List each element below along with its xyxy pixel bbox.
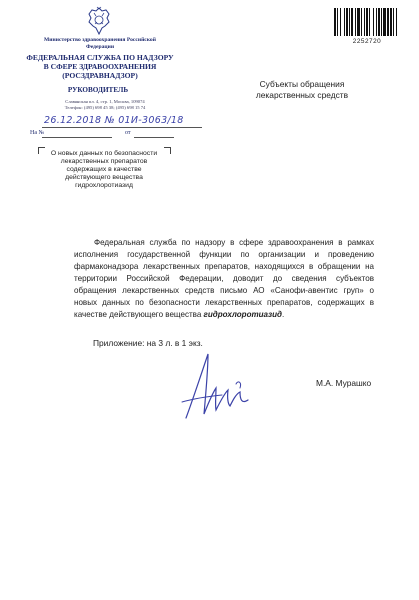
letter-body: [74, 237, 374, 321]
barcode-number: 2252720: [352, 38, 382, 45]
letter-body-end: .: [282, 310, 285, 319]
barcode-bar: [364, 8, 365, 36]
barcode-bar: [346, 8, 348, 36]
recipient-block: [252, 79, 352, 101]
ref-number-label: На №: [30, 130, 45, 136]
barcode-bar: [357, 8, 360, 36]
barcode-bar: [383, 8, 386, 36]
barcode-bar: [349, 8, 350, 36]
subject-block: [44, 150, 164, 190]
subject-line-2: лекарственных препаратов: [60, 158, 148, 165]
coat-of-arms-icon: [86, 6, 112, 36]
handwritten-date-number: 26.12.2018 № 01И-3063/18: [44, 115, 184, 126]
barcode-bar: [378, 8, 380, 36]
barcode-bar: [396, 8, 397, 36]
barcode-bar: [366, 8, 368, 36]
date-number-line: [30, 115, 200, 130]
agency-name: [22, 53, 178, 80]
barcode-bar: [361, 8, 362, 36]
barcode-bar: [393, 8, 394, 36]
signer-name: М.А. Мурашко: [316, 378, 372, 388]
date-number-rule: [42, 127, 202, 128]
barcode-bar: [337, 8, 338, 36]
barcode-bar: [381, 8, 382, 36]
barcode-bar: [334, 8, 336, 36]
reference-line: [30, 130, 200, 142]
agency-line-3: (РОСЗДРАВНАДЗОР): [62, 71, 138, 80]
subject-line-5: гидрохлоротиазид: [75, 182, 133, 189]
barcode-bar: [387, 8, 389, 36]
ref-date-label: от: [125, 130, 131, 136]
letter-body-text: Федеральная служба по надзору в сфере здравоохранения в рамках исполнения государственной функции по организации и проведению фармаконадзора лекарственных препаратов, находящихся в обращении на территории Российской Федерации, доводит до сведения субъектов обращения лекарственных средств письмо АО «Санофи-авентис груп» о новых данных по безопасности лекарственных препаратов, содержащих в качестве действующего вещества: [74, 238, 374, 319]
barcode-bar: [390, 8, 392, 36]
agency-line-1: ФЕДЕРАЛЬНАЯ СЛУЖБА ПО НАДЗОРУ: [26, 53, 174, 62]
ref-number-rule: [42, 137, 112, 138]
address-line-2: Телефон: (495) 698 45 38; (495) 698 15 74: [64, 105, 146, 110]
signature: [178, 348, 258, 428]
barcode-bar: [373, 8, 374, 36]
subject-line-4: действующего вещества: [65, 174, 143, 181]
barcode-bar: [344, 8, 345, 36]
agency-address: [40, 99, 170, 111]
barcode-bar: [376, 8, 377, 36]
attachment-note: Приложение: на 3 л. в 1 экз.: [93, 338, 203, 348]
subject-corner-tr: [164, 147, 171, 154]
ministry-text: Министерство здравоохранения Российской Федерации: [44, 37, 156, 50]
agency-line-2: В СФЕРЕ ЗДРАВООХРАНЕНИЯ: [43, 62, 157, 71]
ref-date-rule: [134, 137, 174, 138]
subject-line-1: О новых данных по безопасности: [50, 150, 158, 157]
head-title: РУКОВОДИТЕЛЬ: [67, 86, 129, 94]
barcode-bar: [355, 8, 356, 36]
barcode-bar: [369, 8, 370, 36]
recipient-line-1: Субъекты обращения: [259, 79, 345, 89]
subject-line-3: содержащих в качестве: [66, 166, 142, 173]
barcode-bar: [340, 8, 341, 36]
address-line-1: Славянская пл. 4, стр. 1, Москва, 109074: [65, 99, 145, 104]
barcode-bar: [351, 8, 353, 36]
barcode: [334, 8, 400, 36]
recipient-line-2: лекарственных средств: [255, 90, 349, 100]
letter-body-emphasis: гидрохлоротиазид: [203, 310, 283, 319]
ministry-name: [30, 37, 170, 50]
